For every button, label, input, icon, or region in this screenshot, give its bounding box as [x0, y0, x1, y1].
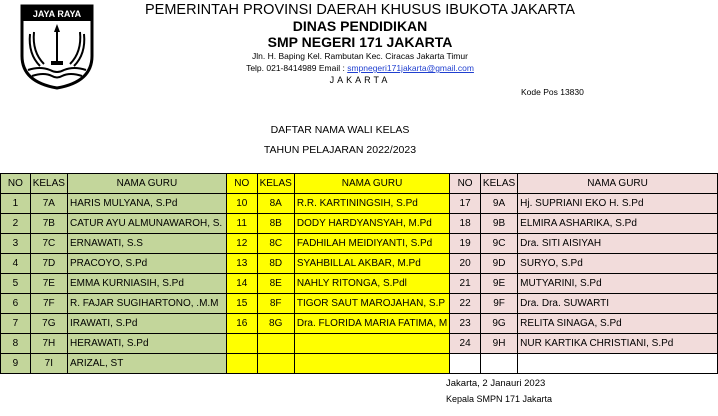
grade7-kelas: 7C	[30, 234, 67, 254]
grade8-no: 16	[226, 314, 257, 334]
grade9-guru: Dra. Dra. SUWARTI	[518, 294, 718, 314]
academic-year: TAHUN PELAJARAN 2022/2023	[263, 144, 417, 156]
header-contact	[110, 63, 610, 73]
empty-cell	[450, 354, 481, 374]
header-phone: Telp. 021-8414989 Email :	[246, 63, 348, 73]
grade7-kelas: 7G	[30, 314, 67, 334]
grade8-no: 11	[226, 214, 257, 234]
grade9-guru: RELITA SINAGA, S.Pd	[518, 314, 718, 334]
grade7-no: 8	[1, 334, 31, 354]
grade7-guru: ARIZAL, ST	[67, 354, 226, 374]
table-row	[1, 234, 718, 254]
col-guru: NAMA GURU	[518, 174, 718, 194]
header-department: DINAS PENDIDIKAN	[292, 18, 428, 34]
grade8-guru: DODY HARDYANSYAH, M.Pd	[294, 214, 449, 234]
email-link[interactable]: smpnegeri171jakarta@gmail.com	[347, 63, 474, 73]
empty-cell	[518, 354, 718, 374]
col-no: NO	[226, 174, 257, 194]
grade9-no: 20	[450, 254, 481, 274]
header-school: SMP NEGERI 171 JAKARTA	[267, 34, 453, 50]
grade7-no: 7	[1, 314, 31, 334]
empty-cell	[294, 334, 449, 354]
grade9-guru: SURYO, S.Pd	[518, 254, 718, 274]
grade7-no: 9	[1, 354, 31, 374]
grade9-kelas: 9D	[480, 254, 517, 274]
grade9-guru: MUTYARINI, S.Pd	[518, 274, 718, 294]
col-kelas: KELAS	[257, 174, 294, 194]
table-row	[1, 334, 718, 354]
grade9-kelas: 9H	[480, 334, 517, 354]
grade8-no: 14	[226, 274, 257, 294]
grade7-kelas: 7A	[30, 194, 67, 214]
grade9-no: 24	[450, 334, 481, 354]
table-row	[1, 194, 718, 214]
col-no: NO	[450, 174, 481, 194]
grade8-kelas: 8E	[257, 274, 294, 294]
grade9-no: 23	[450, 314, 481, 334]
grade7-kelas: 7D	[30, 254, 67, 274]
grade7-guru: HERAWATI, S.Pd	[67, 334, 226, 354]
logo-text: JAYA RAYA	[32, 9, 82, 19]
grade7-kelas: 7E	[30, 274, 67, 294]
postal-code: Kode Pos 13830	[521, 87, 584, 97]
grade7-no: 4	[1, 254, 31, 274]
grade7-guru: PRACOYO, S.Pd	[67, 254, 226, 274]
grade9-kelas: 9E	[480, 274, 517, 294]
col-no: NO	[1, 174, 31, 194]
grade8-kelas: 8A	[257, 194, 294, 214]
grade7-guru: ERNAWATI, S.S	[67, 234, 226, 254]
empty-cell	[294, 354, 449, 374]
grade7-guru: IRAWATI, S.Pd	[67, 314, 226, 334]
grade8-no: 10	[226, 194, 257, 214]
grade8-kelas: 8G	[257, 314, 294, 334]
table-row	[1, 294, 718, 314]
grade7-kelas: 7I	[30, 354, 67, 374]
grade8-guru: NAHLY RITONGA, S.Pdl	[294, 274, 449, 294]
table-row	[1, 354, 718, 374]
grade9-no: 18	[450, 214, 481, 234]
table-row	[1, 274, 718, 294]
grade8-guru: SYAHBILLAL AKBAR, M.Pd	[294, 254, 449, 274]
grade8-kelas: 8C	[257, 234, 294, 254]
grade9-no: 19	[450, 234, 481, 254]
grade8-kelas: 8D	[257, 254, 294, 274]
grade8-guru: TIGOR SAUT MAROJAHAN, S.P	[294, 294, 449, 314]
grade9-kelas: 9F	[480, 294, 517, 314]
document-title: DAFTAR NAMA WALI KELAS	[270, 124, 410, 136]
empty-cell	[226, 334, 257, 354]
grade8-kelas: 8B	[257, 214, 294, 234]
grade9-no: 22	[450, 294, 481, 314]
grade7-kelas: 7B	[30, 214, 67, 234]
grade7-kelas: 7H	[30, 334, 67, 354]
jakarta-emblem-icon	[20, 4, 94, 90]
empty-cell	[480, 354, 517, 374]
grade8-no: 15	[226, 294, 257, 314]
col-guru: NAMA GURU	[67, 174, 226, 194]
grade7-no: 5	[1, 274, 31, 294]
grade9-no: 17	[450, 194, 481, 214]
grade9-guru: ELMIRA ASHARIKA, S.Pd	[518, 214, 718, 234]
empty-cell	[226, 354, 257, 374]
grade8-no: 13	[226, 254, 257, 274]
table-header-row	[1, 174, 718, 194]
grade7-guru: EMMA KURNIASIH, S.Pd	[67, 274, 226, 294]
grade7-no: 6	[1, 294, 31, 314]
grade9-guru: Hj. SUPRIANI EKO H. S.Pd	[518, 194, 718, 214]
grade7-kelas: 7F	[30, 294, 67, 314]
signature-date: Jakarta, 2 Janauri 2023	[446, 378, 546, 389]
grade7-no: 2	[1, 214, 31, 234]
header-city: JAKARTA	[329, 75, 391, 85]
grade8-guru: Dra. FLORIDA MARIA FATIMA, M	[294, 314, 449, 334]
grade9-guru: Dra. SITI AISIYAH	[518, 234, 718, 254]
col-kelas: KELAS	[30, 174, 67, 194]
grade9-kelas: 9B	[480, 214, 517, 234]
grade9-kelas: 9A	[480, 194, 517, 214]
col-kelas: KELAS	[480, 174, 517, 194]
grade8-guru: FADHILAH MEIDIYANTI, S.Pd	[294, 234, 449, 254]
header-address: Jln. H. Baping Kel. Rambutan Kec. Ciracas Jakarta Timur	[252, 51, 468, 61]
grade9-no: 21	[450, 274, 481, 294]
grade7-guru: HARIS MULYANA, S.Pd	[67, 194, 226, 214]
signature-role: Kepala SMPN 171 Jakarta	[446, 394, 553, 404]
col-guru: NAMA GURU	[294, 174, 449, 194]
header-government: PEMERINTAH PROVINSI DAERAH KHUSUS IBUKOTA JAKARTA	[145, 2, 575, 18]
table-row	[1, 314, 718, 334]
table-row	[1, 214, 718, 234]
empty-cell	[257, 334, 294, 354]
grade9-kelas: 9C	[480, 234, 517, 254]
grade8-guru: R.R. KARTININGSIH, S.Pd	[294, 194, 449, 214]
homeroom-table	[0, 173, 718, 374]
grade7-no: 3	[1, 234, 31, 254]
grade7-guru: CATUR AYU ALMUNAWAROH, S.	[67, 214, 226, 234]
grade9-guru: NUR KARTIKA CHRISTIANI, S.Pd	[518, 334, 718, 354]
grade9-kelas: 9G	[480, 314, 517, 334]
grade8-kelas: 8F	[257, 294, 294, 314]
grade8-no: 12	[226, 234, 257, 254]
grade7-no: 1	[1, 194, 31, 214]
grade7-guru: R. FAJAR SUGIHARTONO, .M.M	[67, 294, 226, 314]
table-row	[1, 254, 718, 274]
empty-cell	[257, 354, 294, 374]
